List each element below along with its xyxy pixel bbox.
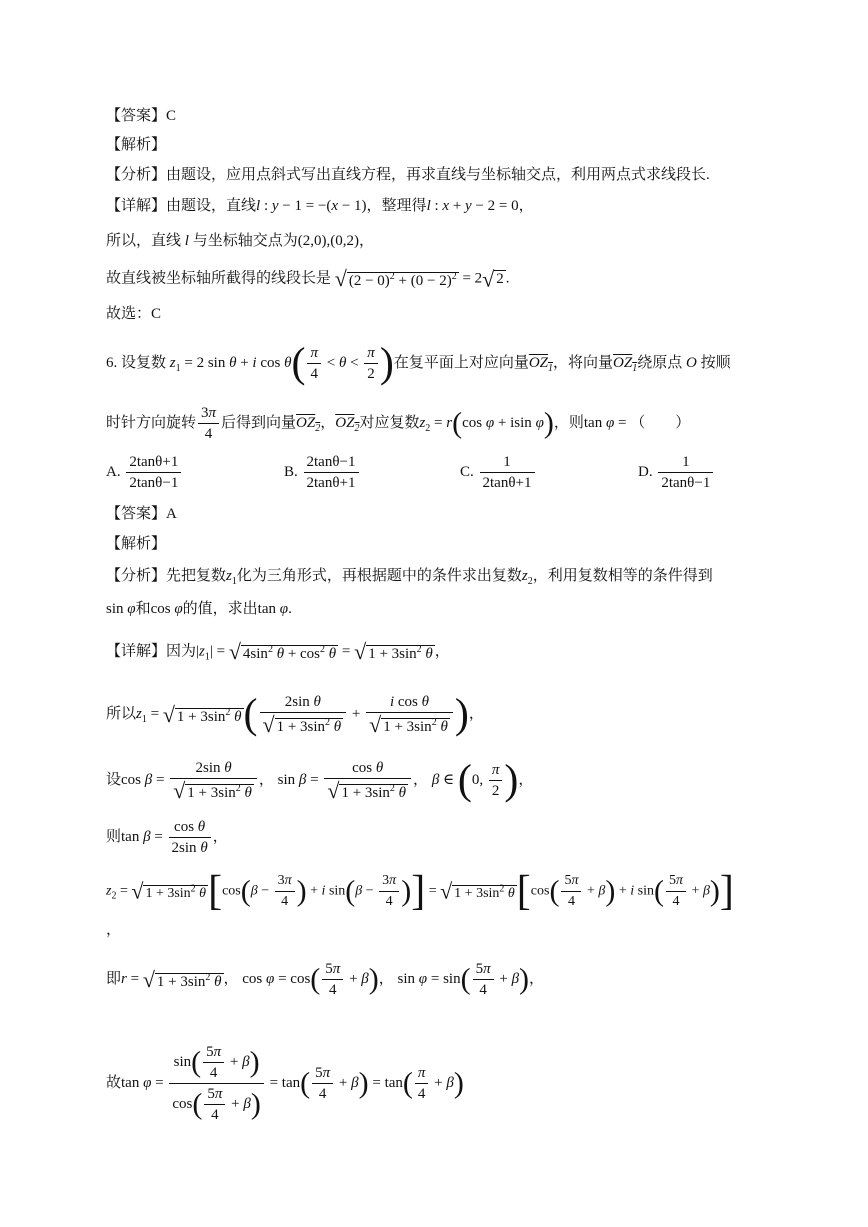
q6-hence-line: 故tan φ = sin( $\frac{5\pi}{4}$ + β) cos( $\frac{5\pi}{4}$ + β) = tan( $\frac{5\pi}{4}$ + β) = tan( $\frac{\pi}{4}$ + β) <box>106 1044 464 1123</box>
option-c: C. $\frac{1}{2\tan\theta+1}$ <box>460 453 537 492</box>
prev-intersection-line: 所以，直线 l 与坐标轴交点为(2,0),(0,2)， <box>106 233 374 249</box>
prev-answer: 【答案】C <box>106 108 177 124</box>
prev-detail-line: 【详解】由题设，直线l : y − 1 = −(x − 1)，整理得l : x + y − 2 = 0， <box>106 198 534 214</box>
q6-analysis-line1: 【分析】先把复数$z_1$化为三角形式，再根据题中的条件求出复数$z_2$，利用复数相等的条件得到 <box>106 568 713 587</box>
prev-analysis-heading: 【解析】 <box>106 137 167 153</box>
prev-length-line: 故直线被坐标轴所截得的线段长是 √ $(2 - 0)^2 + (0 - 2)^2 = 2√$ 2 . <box>106 266 510 292</box>
q6-analysis-heading: 【解析】 <box>106 536 167 552</box>
option-a: A. $\frac{2\tan\theta+1}{2\tan\theta-1}$ <box>106 453 183 492</box>
prev-choose: 故选：C <box>106 306 162 322</box>
q6-analysis-line2: sin φ和cos φ的值，求出tan φ. <box>106 601 292 617</box>
option-d: D. $\frac{1}{2\tan\theta-1}$ <box>638 453 715 492</box>
q6-line1: 6. 设复数 $z_1 = 2$ sin θ + i cos θ( $\frac{\pi}{4}$ < θ < $\frac{\pi}{2}$ )在复平面上对应向量$OZ_1$，将向量$OZ_1$绕原点 O 按顺 <box>106 340 731 387</box>
q6-that-line: 即r = √ $1 + 3\sin^2$ θ ， cos φ = cos( $\frac{5\pi}{4}$ + β)， sin φ = sin( $\frac{5\pi}{4}$ + β)， <box>106 961 545 998</box>
option-b: B. $\frac{2\tan\theta-1}{2\tan\theta+1}$ <box>284 453 361 492</box>
q6-so-line: 所以$z_1$ = √ $1 + 3\sin^2$ θ( $\frac{\text{2sin θ}}{√ 1 + 3\sin^2 \theta}$ + $\frac{\text{i cos θ}}{√ 1 + 3\sin^2 \theta}$ )， <box>106 691 484 738</box>
q6-comma: ， <box>106 922 122 938</box>
q6-set-line: 设cos β = $\frac{\text{2sin θ}}{√ 1 + 3\sin^2 \theta}$ ， sin β = $\frac{\text{cos θ}}{√ 1 + 3\sin^2 \theta}$ ， β ∈ (0, $\frac{\pi}{2}$ )， <box>106 757 534 804</box>
q6-then-line: 则tan β = $\frac{\text{cos θ}}{\text{2sin θ}}$ ， <box>106 819 228 856</box>
q6-detail-line: 【详解】因为$|z_1|$ = √ $4\sin^2$ $\theta + \cos^2 \theta$ = √ $1 + 3\sin^2$ θ ， <box>106 639 450 664</box>
q6-z2-line: $z_2$ = √ $1 + 3\sin^2$ θ[cos(β − $\frac{3\pi}{4}$ ) + i sin(β − $\frac{3\pi}{4}$ )] = √ $1 + 3\sin^2$ θ[cos( $\frac{5\pi}{4}$ + β) + i sin( $\frac{5\pi}{4}$ + β)] <box>106 868 734 915</box>
prev-analysis-text: 【分析】由题设，应用点斜式写出直线方程，再求直线与坐标轴交点，利用两点式求线段长. <box>106 167 710 183</box>
q6-line2: 时针方向旋转 $\frac{3\pi}{4}$ 后得到向量$OZ_2$，$OZ_2$对应复数$z_2 = r(\cos$ φ + isin φ)，则tan φ = （ ） <box>106 405 691 442</box>
q6-answer: 【答案】A <box>106 506 177 522</box>
